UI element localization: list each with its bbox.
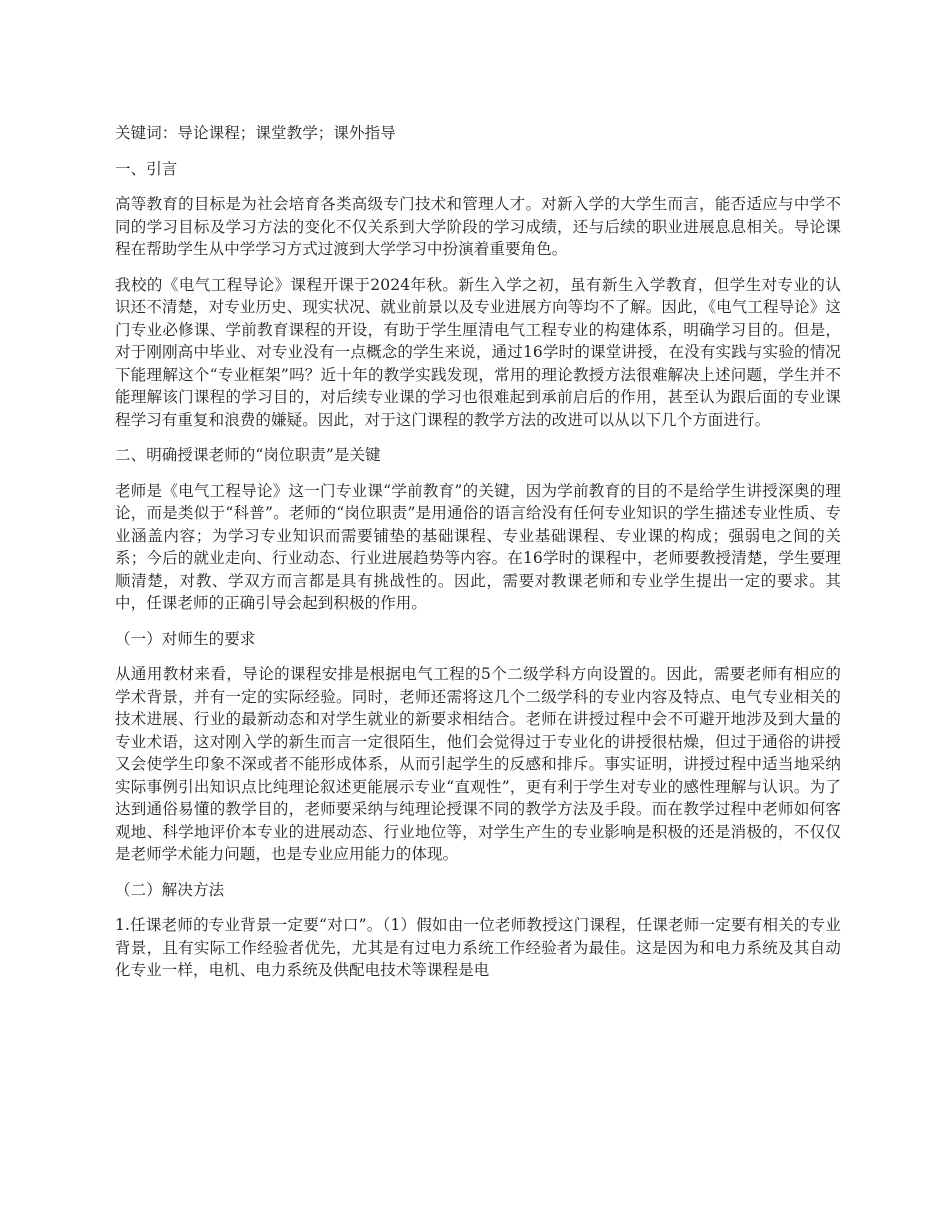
document-body: [115, 122, 841, 995]
subsection-heading-solutions: （二）解决方法: [115, 880, 225, 899]
subsection-heading-requirements: （一）对师生的要求: [115, 629, 256, 648]
paragraph-teacher-role: 老师是《电气工程导论》这一门专业课“学前教育”的关键，因为学前教育的目的不是给学生讲授深奥的理论，而是类似于“科普”。老师的“岗位职责”是用通俗的语言给没有任何专业知识的学生描述专业性质、专业涵盖内容；为学习专业知识而需要铺垫的基础课程、专业基础课程、专业课的构成；强弱电之间的关系；今后的就业走向、行业动态、行业进展趋势等内容。在16学时的课程中，老师要教授清楚，学生要理顺清楚，对教、学双方而言都是具有挑战性的。因此，需要对教课老师和专业学生提出一定的要求。其中，任课老师的正确引导会起到积极的作用。: [115, 481, 841, 612]
section-heading-introduction: 一、引言: [115, 159, 178, 178]
paragraph-education-goal: 高等教育的目标是为社会培育各类高级专门技术和管理人才。对新入学的大学生而言，能否适应与中学不同的学习目标及学习方法的变化不仅关系到大学阶段的学习成绩，还与后续的职业进展息息相关。导论课程在帮助学生从中学学习方式过渡到大学学习中扮演着重要角色。: [115, 195, 841, 258]
paragraph-requirements: 从通用教材来看，导论的课程安排是根据电气工程的5个二级学科方向设置的。因此，需要老师有相应的学术背景，并有一定的实际经验。同时，老师还需将这几个二级学科的专业内容及特点、电气专业相关的技术进展、行业的最新动态和对学生就业的新要求相结合。老师在讲授过程中会不可避开地涉及到大量的专业术语，这对刚入学的新生而言一定很陌生，他们会觉得过于专业化的讲授很枯燥，但过于通俗的讲授又会使学生印象不深或者不能形成体系，从而引起学生的反感和排斥。事实证明，讲授过程中适当地采纳实际事例引出知识点比纯理论叙述更能展示专业“直观性”，更有利于学生对专业的感性理解与认识。为了达到通俗易懂的教学目的，老师要采纳与纯理论授课不同的教学方法及手段。而在教学过程中老师如何客观地、科学地评价本专业的进展动态、行业地位等，对学生产生的专业影响是积极的还是消极的，不仅仅是老师学术能力问题，也是专业应用能力的体现。: [115, 665, 841, 863]
paragraph-course-background: 我校的《电气工程导论》课程开课于2024年秋。新生入学之初，虽有新生入学教育，但学生对专业的认识还不清楚，对专业历史、现实状况、就业前景以及专业进展方向等均不了解。因此，《电气工程导论》这门专业必修课、学前教育课程的开设，有助于学生厘清电气工程专业的构建体系，明确学习目的。但是，对于刚刚高中毕业、对专业没有一点概念的学生来说，通过16学时的课堂讲授，在没有实践与实验的情况下能理解这个“专业框架”吗？近十年的教学实践发现，常用的理论教授方法很难解决上述问题，学生并不能理解该门课程的学习目的，对后续专业课的学习也很难起到承前启后的作用，甚至认为跟后面的专业课程学习有重复和浪费的嫌疑。因此，对于这门课程的教学方法的改进可以从以下几个方面进行。: [115, 275, 841, 429]
keywords-line: 关键词：导论课程；课堂教学；课外指导: [115, 124, 396, 142]
section-heading-teacher-duty: 二、明确授课老师的“岗位职责”是关键: [115, 446, 381, 464]
paragraph-solutions: 1.任课老师的专业背景一定要“对口”。（1）假如由一位老师教授这门课程，任课老师一定要有相关的专业背景，且有实际工作经验者优先，尤其是有过电力系统工作经验者为最佳。这是因为和电力系统及其自动化专业一样，电机、电力系统及供配电技术等课程是电: [115, 916, 841, 979]
